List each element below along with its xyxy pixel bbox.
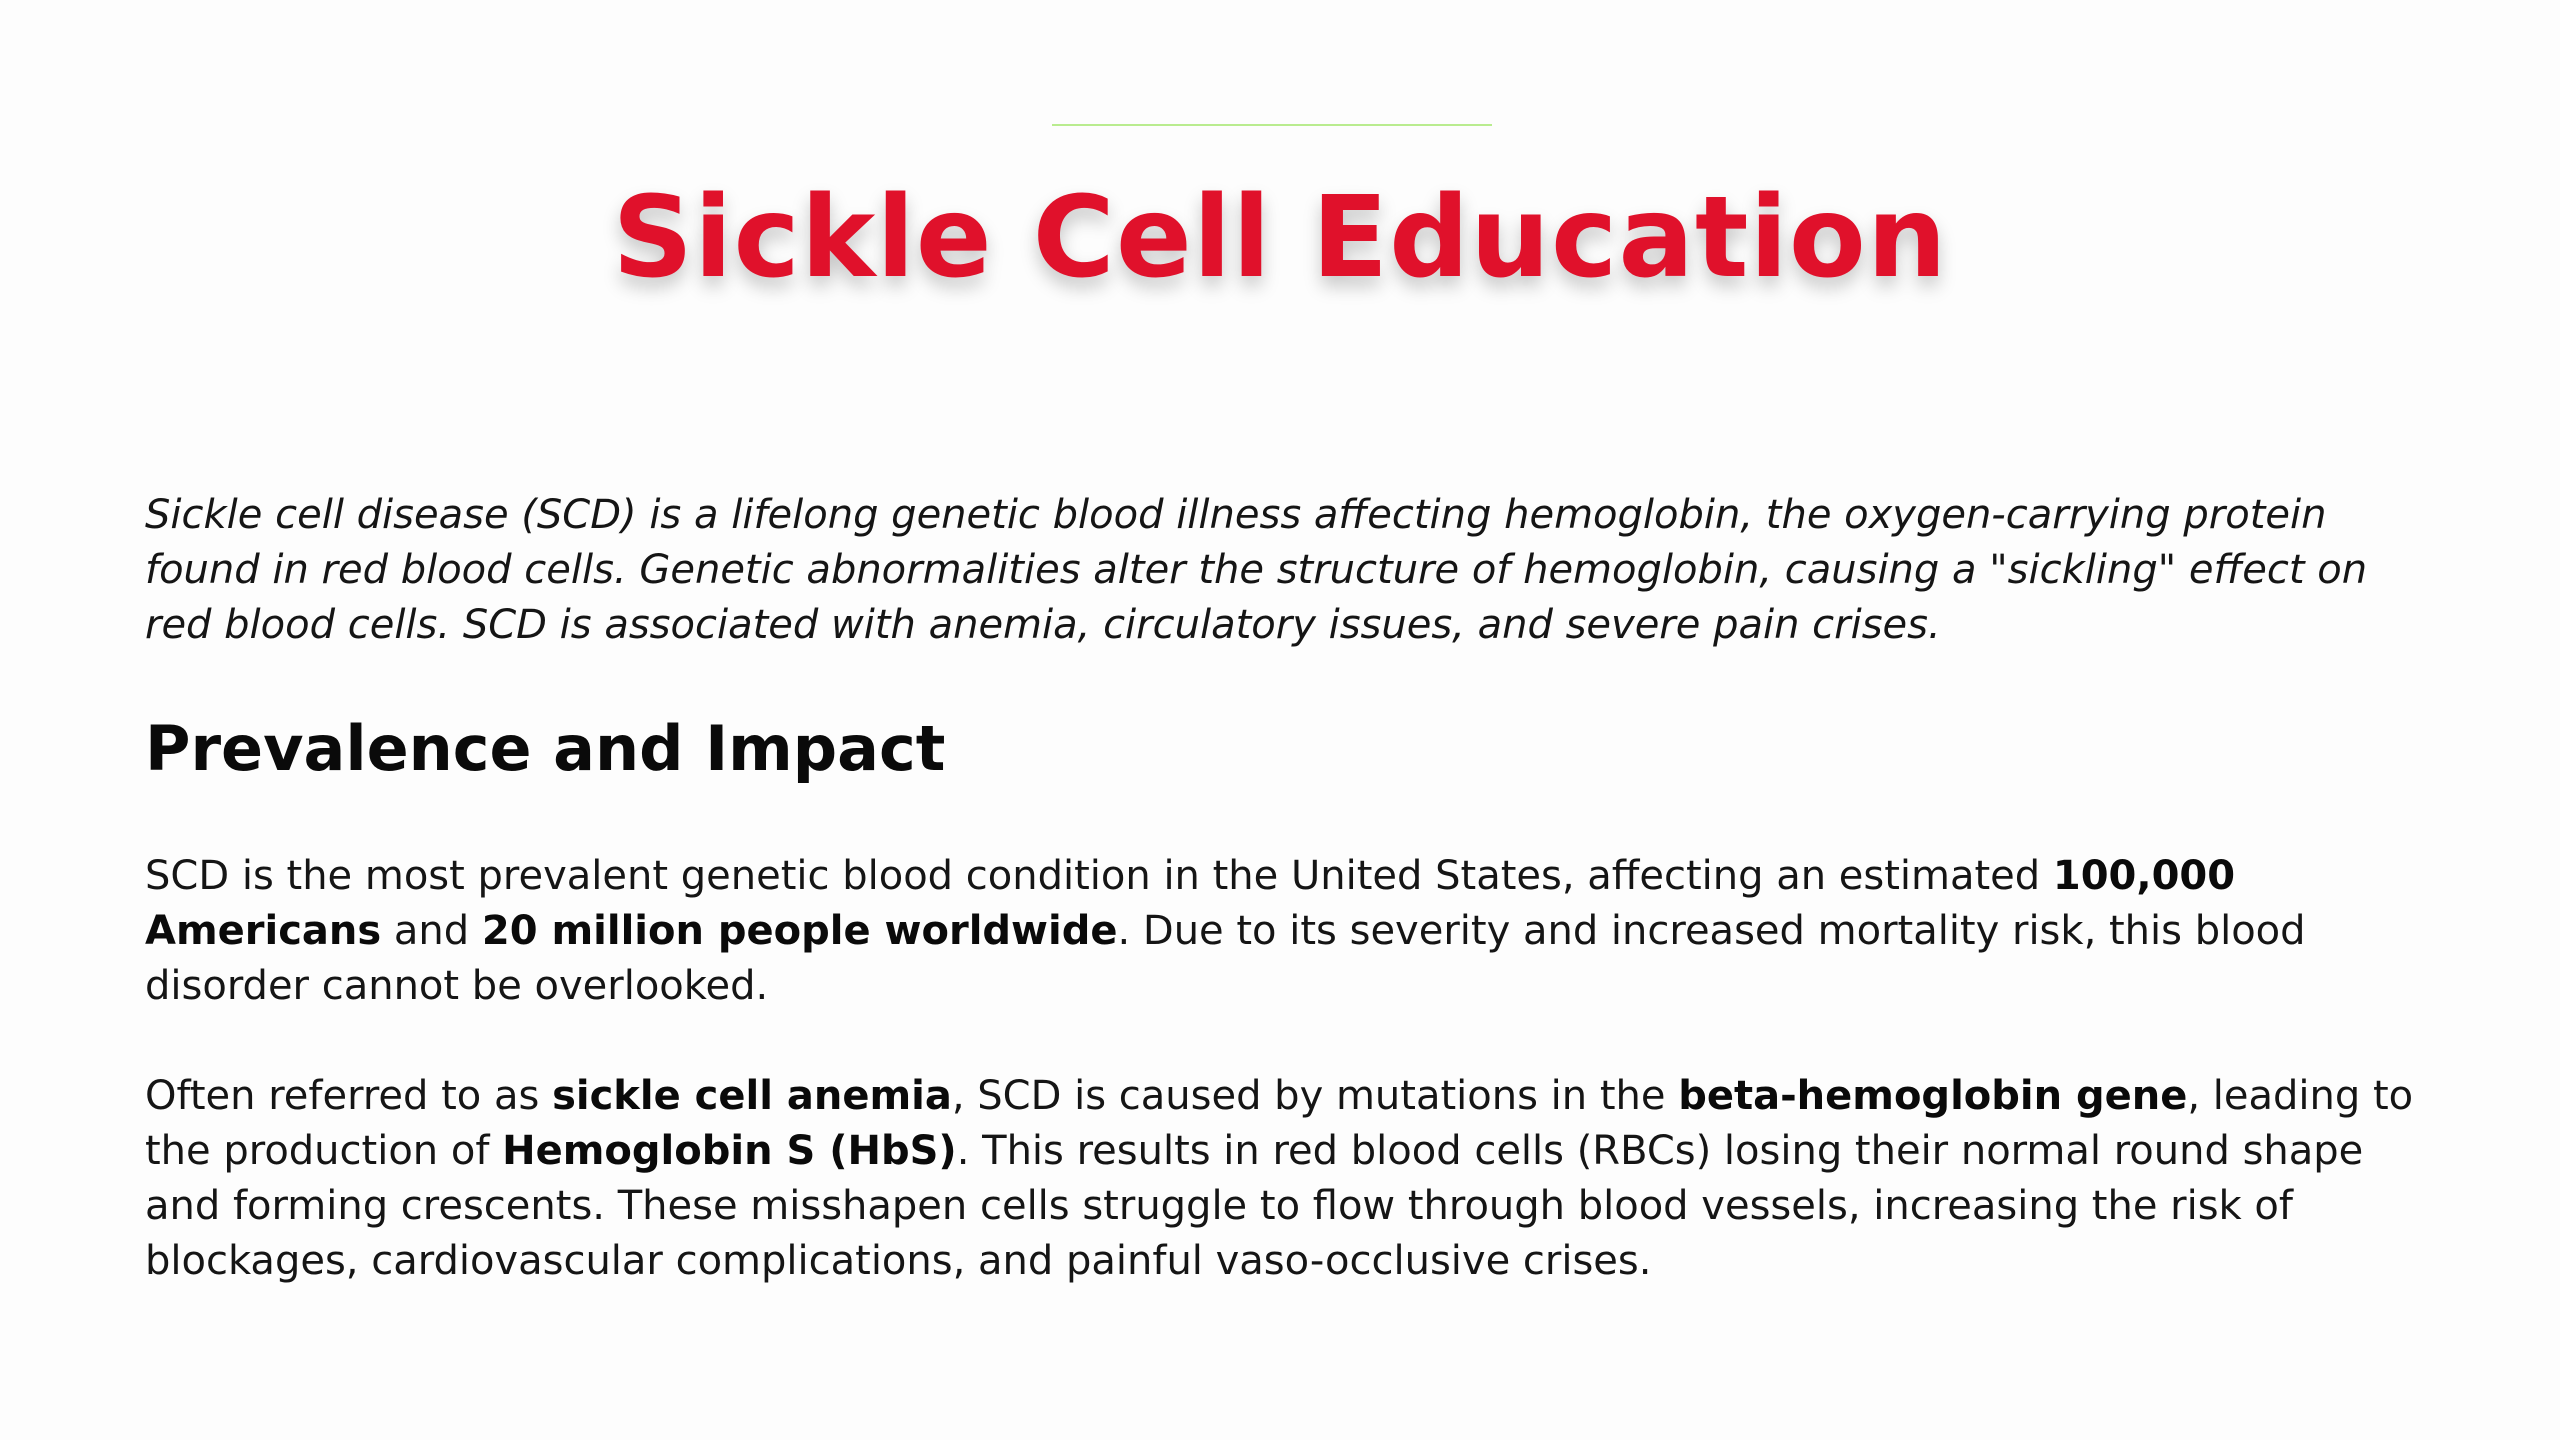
bold-stat-worldwide: 20 million people worldwide [481,908,1118,954]
text-run: . Due to its severity and increased mortality risk, this blood disorder cannot be overlooked. [145,908,2306,1009]
text-run: , leading to the production of [145,1073,2414,1174]
bold-term-hemoglobin-s: Hemoglobin S (HbS) [502,1128,957,1174]
text-run: . This results in red blood cells (RBCs) losing their normal round shape and forming crescents. These misshapen cells struggle to flow through blood vessels, increasing the risk of blockages, cardiovascular complications, and painful vaso-occlusive crises. [145,1128,2364,1284]
section-heading: Prevalence and Impact [145,712,946,785]
text-run: , SCD is caused by mutations in the [951,1073,1679,1119]
bold-term-beta-hemoglobin-gene: beta-hemoglobin gene [1678,1073,2188,1119]
page-title: Sickle Cell Education [612,173,1948,303]
prevalence-paragraph [145,849,2435,1014]
text-run: Often referred to as [145,1073,553,1119]
accent-divider [1052,124,1492,126]
bold-term-sickle-cell-anemia: sickle cell anemia [552,1073,952,1119]
main-content [145,488,2435,1289]
text-run: and [381,908,482,954]
cause-paragraph [145,1069,2435,1289]
text-run: SCD is the most prevalent genetic blood condition in the United States, affecting an estimated [145,853,2053,899]
bold-stat-americans: 100,000 Americans [145,853,2236,954]
intro-paragraph: Sickle cell disease (SCD) is a lifelong genetic blood illness affecting hemoglobin, the oxygen-carrying protein found in red blood cells. Genetic abnormalities alter the structure of hemoglobin, causing a "sickling" effect on red blood cells. SCD is associated with anemia, circulatory issues, and severe pain crises. [145,492,2368,648]
